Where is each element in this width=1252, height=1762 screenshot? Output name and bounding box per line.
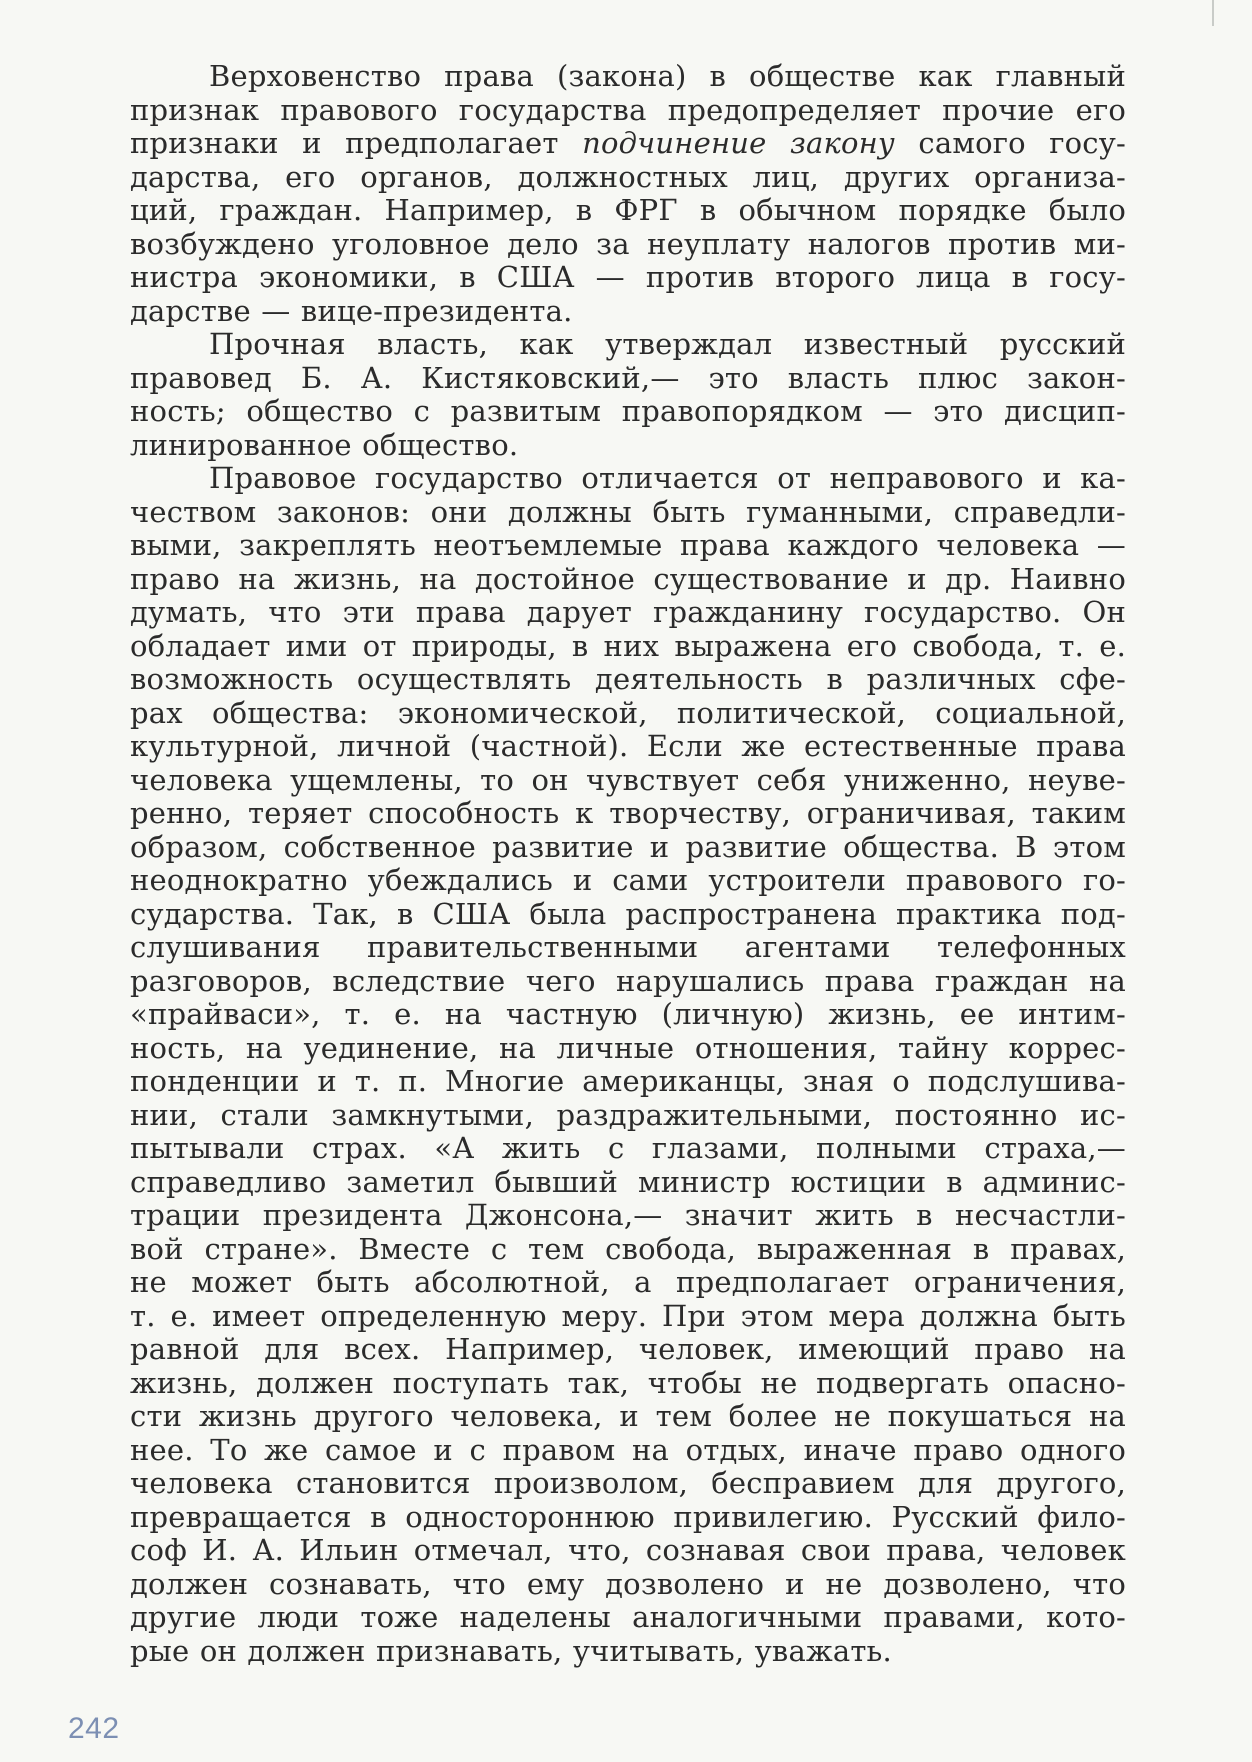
text-line: Верховенство права (закона) в обществе как главный xyxy=(209,59,1126,93)
body-text xyxy=(130,60,1126,1668)
text-line: трации президента Джонсона,— значит жить в несчастли- xyxy=(130,1198,1126,1232)
text-line: человека ущемлены, то он чувствует себя униженно, неуве- xyxy=(130,762,1126,797)
text-line: возможность осуществлять деятельность в различных сфе- xyxy=(130,662,1126,696)
text-line: нии, стали замкнутыми, раздражительными, постоянно ис- xyxy=(130,1097,1126,1132)
text-line: возбуждено уголовное дело за неуплату налогов против ми- xyxy=(130,226,1126,261)
text-line: разговоров, вследствие чего нарушались права граждан на xyxy=(130,963,1126,998)
text-line: дарства, его органов, должностных лиц, других организа- xyxy=(130,159,1126,194)
text-line: признак правового государства предопределяет прочие его xyxy=(130,92,1126,127)
text-line: дарстве — вице-президента. xyxy=(130,293,573,328)
text-line: право на жизнь, на достойное существование и др. Наивно xyxy=(130,561,1126,596)
text-line: понденции и т. п. Многие американцы, зная о подслушива- xyxy=(130,1064,1126,1098)
text-line: нее. То же самое и с правом на отдых, иначе право одного xyxy=(130,1432,1126,1467)
scan-edge-mark xyxy=(1212,0,1214,26)
text-line: Правовое государство отличается от неправового и ка- xyxy=(209,461,1126,495)
text-line: ренно, теряет способность к творчеству, ограничивая, таким xyxy=(130,796,1126,830)
text-line: выми, закреплять неотъемлемые права каждого человека — xyxy=(130,528,1126,562)
text-line: линированное общество. xyxy=(130,427,519,462)
text-line: думать, что эти права дарует гражданину государство. Он xyxy=(130,595,1126,629)
text-line: ность, на уединение, на личные отношения, тайну коррес- xyxy=(130,1030,1126,1065)
text-line: сти жизнь другого человека, и тем более не покушаться на xyxy=(130,1399,1126,1433)
text-line: признаки и предполагает подчинение закону самого госу- xyxy=(130,126,1126,160)
text-line: слушивания правительственными агентами телефонных xyxy=(130,930,1126,964)
text-line: культурной, личной (частной). Если же естественные права xyxy=(130,729,1126,763)
text-line: Прочная власть, как утверждал известный русский xyxy=(209,327,1126,361)
text-line: обладает ими от природы, в них выражена его свобода, т. е. xyxy=(130,628,1126,663)
text-line: соф И. А. Ильин отмечал, что, сознавая свои права, человек xyxy=(130,1533,1126,1567)
emphasis-text: подчинение закону xyxy=(582,126,895,160)
text-line: «прайваси», т. е. на частную (личную) жизнь, ее интим- xyxy=(130,997,1126,1031)
text-line: т. е. имеет определенную меру. При этом мера должна быть xyxy=(130,1298,1126,1333)
text-line: неоднократно убеждались и сами устроители правового го- xyxy=(130,863,1126,897)
text-line: рые он должен признавать, учитывать, уважать. xyxy=(130,1633,892,1668)
text-line: превращается в одностороннюю привилегию. Русский фило- xyxy=(130,1499,1126,1534)
text-line: равной для всех. Например, человек, имеющий право на xyxy=(130,1332,1126,1366)
paragraph-kistyakovsky xyxy=(130,328,1126,462)
text-line: ций, граждан. Например, в ФРГ в обычном порядке было xyxy=(130,193,1126,227)
text-line: правовед Б. А. Кистяковский,— это власть плюс закон- xyxy=(130,360,1126,395)
text-line: не может быть абсолютной, а предполагает ограничения, xyxy=(130,1265,1126,1299)
text-line: ность; общество с развитым правопорядком — это дисцип- xyxy=(130,394,1126,428)
text-line: вой стране». Вместе с тем свобода, выраженная в правах, xyxy=(130,1231,1126,1266)
text-line: сударства. Так, в США была распространена практика под- xyxy=(130,896,1126,931)
text-line: чеством законов: они должны быть гуманными, справедли- xyxy=(130,494,1126,529)
text-line: человека становится произволом, бесправием для другого, xyxy=(130,1466,1126,1500)
text-line: должен сознавать, что ему дозволено и не дозволено, что xyxy=(130,1566,1126,1601)
page-number: 242 xyxy=(68,1712,120,1745)
paragraph-quality-of-laws xyxy=(130,462,1126,1668)
paragraph-rule-of-law xyxy=(130,60,1126,328)
text-line: образом, собственное развитие и развитие общества. В этом xyxy=(130,829,1126,864)
text-line: жизнь, должен поступать так, чтобы не подвергать опасно- xyxy=(130,1365,1126,1400)
text-line: рах общества: экономической, политической, социальной, xyxy=(130,695,1126,730)
text-line: другие люди тоже наделены аналогичными правами, кото- xyxy=(130,1600,1126,1634)
text-line: нистра экономики, в США — против второго лица в госу- xyxy=(130,260,1126,294)
text-line: пытывали страх. «А жить с глазами, полными страха,— xyxy=(130,1131,1126,1165)
text-line: справедливо заметил бывший министр юстиции в админис- xyxy=(130,1164,1126,1199)
